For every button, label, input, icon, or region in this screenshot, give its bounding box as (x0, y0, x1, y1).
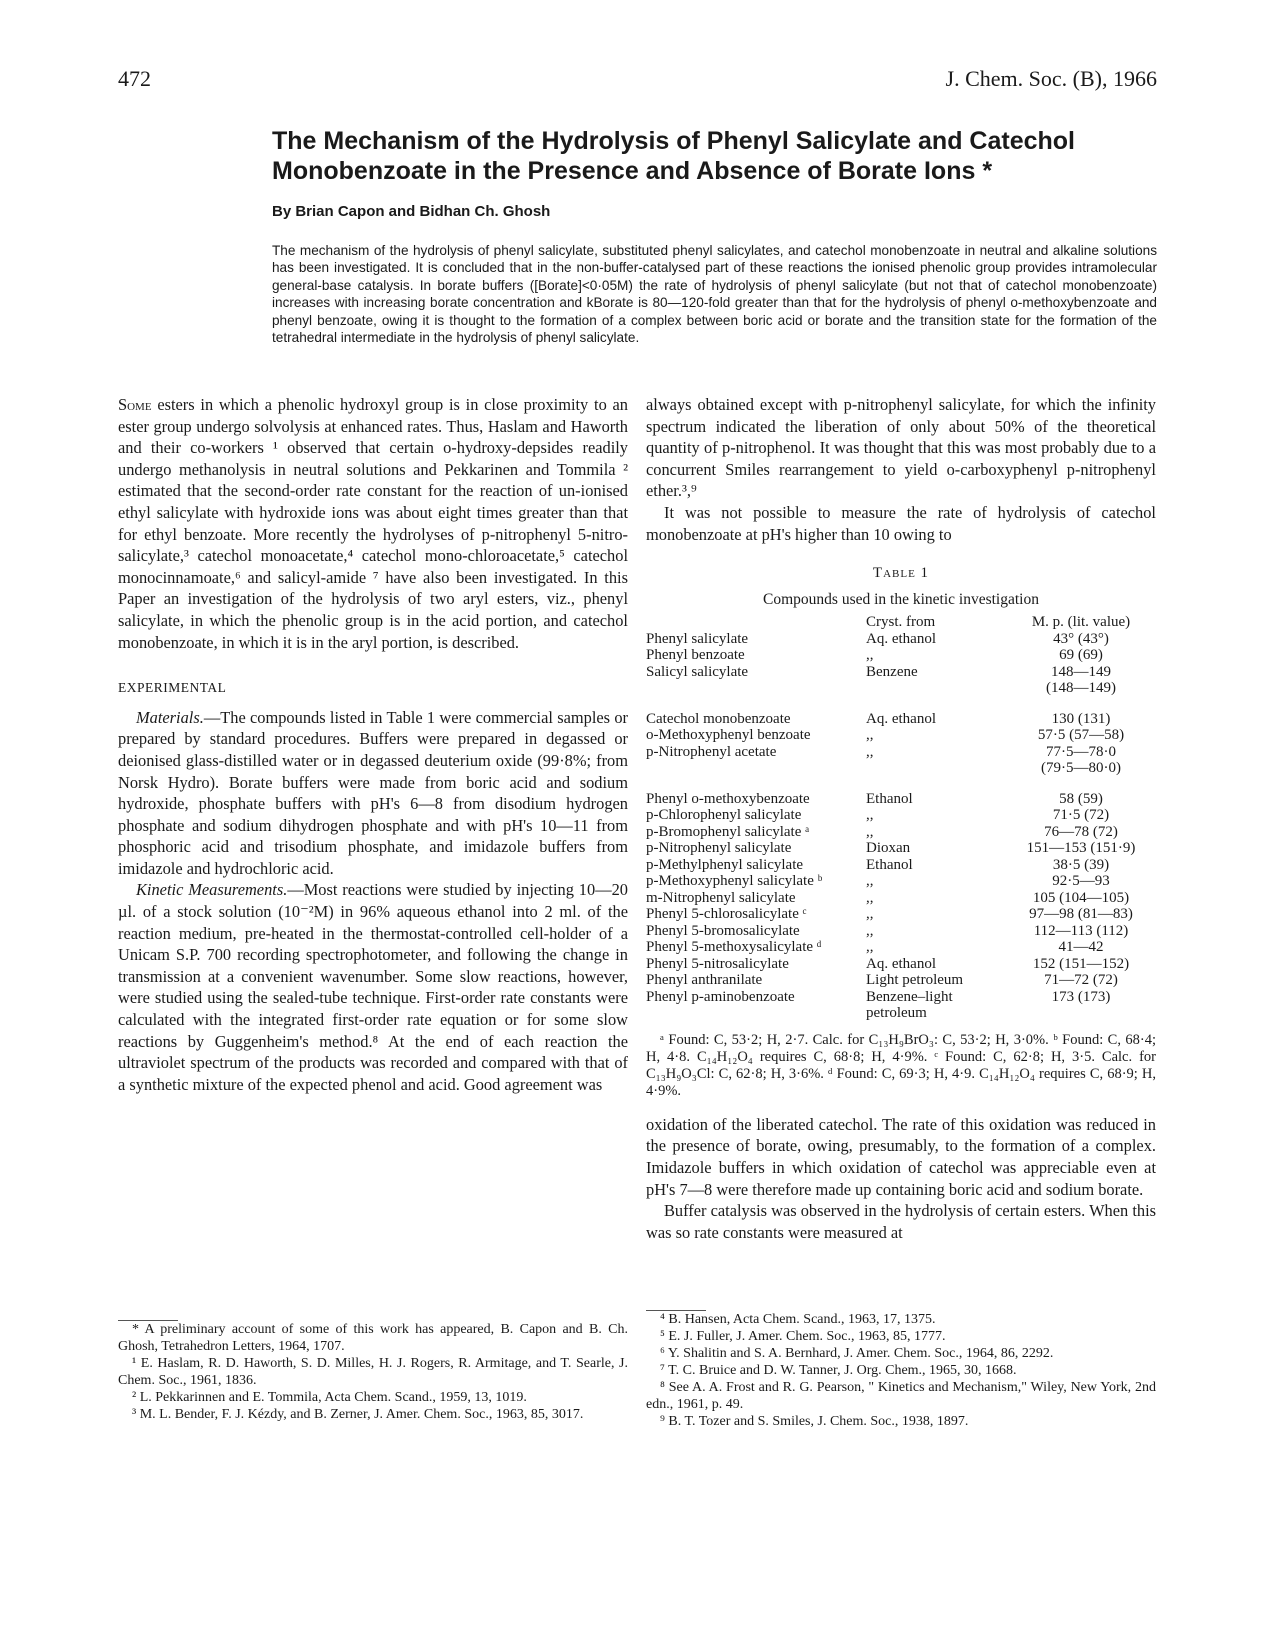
intro-paragraph (118, 394, 628, 653)
materials-text: —The compounds listed in Table 1 were commercial samples or prepared by standard procedures. Buffers were prepared in degassed or deionised glass-distilled water or in degassed deuterium oxide (99·8%; from Norsk Hydro). Borate buffers were made from boric acid and sodium hydroxide, phosphate buffers with pH's 6—8 from disodium hydrogen phosphate and sodium dihydrogen phosphate and with pH's 10—11 from phosphoric acid and trisodium phosphate, and imidazole buffers from imidazole and hydrochloric acid. (118, 707, 628, 878)
article-title: The Mechanism of the Hydrolysis of Phenyl Salicylate and Catechol Monobenzoate in the Presence and Absence of Borate Ions * (272, 127, 1075, 185)
right-paragraph-1: always obtained except with p-nitrophenyl salicylate, for which the infinity spectrum indicated the liberation of only about 50% of the theoretical quantity of p-nitrophenol. It was thought that this was most probably due to a concurrent Smiles rearrangement to yield o-carboxyphenyl p-nitrophenyl ether.³,⁹ (646, 395, 1156, 501)
table-cell-name: Phenyl benzoate (646, 647, 745, 664)
table-row (646, 680, 1156, 697)
table-row (646, 939, 1156, 956)
table-cell-cryst (866, 760, 1006, 777)
table-cell-cryst: ,, (866, 906, 874, 923)
table-row (646, 890, 1156, 907)
table-row (646, 989, 1156, 1006)
table-cell-cryst: ,, (866, 807, 874, 824)
table-row (646, 777, 1156, 808)
table-cell-name: m-Nitrophenyl salicylate (646, 889, 796, 906)
table-caption: Compounds used in the kinetic investigation (763, 590, 1039, 608)
table-cell-cryst: ,, (866, 823, 874, 840)
table-row (646, 1005, 1156, 1022)
table-cell-mp: 69 (69) (1059, 647, 1103, 664)
table-cell-mp: 97—98 (81—83) (1029, 906, 1133, 923)
table-cell-name: p-Methylphenyl salicylate (646, 856, 804, 873)
right-paragraph-2: It was not possible to measure the rate of hydrolysis of catechol monobenzoate at pH's higher than 10 owing to (646, 502, 1156, 544)
table-row (646, 956, 1156, 973)
footnote: ³ M. L. Bender, F. J. Kézdy, and B. Zerner, J. Amer. Chem. Soc., 1963, 85, 3017. (132, 1407, 584, 1422)
table-cell-name: p-Methoxyphenyl salicylate ᵇ (646, 873, 823, 890)
table-cell-mp: 76—78 (72) (1044, 823, 1118, 840)
table-cell-mp: 71·5 (72) (1052, 807, 1110, 824)
table-cell-cryst: ,, (866, 889, 874, 906)
table-cell-mp: 148—149 (1051, 663, 1111, 680)
table-cell-cryst: Aq. ethanol (866, 710, 936, 727)
table-cell-name: Phenyl anthranilate (646, 972, 763, 989)
table-cell-name: Phenyl 5-chlorosalicylate ᶜ (646, 906, 807, 923)
table-row (646, 873, 1156, 890)
table-row (646, 697, 1156, 728)
table-row (646, 647, 1156, 664)
right-column (646, 394, 1156, 1243)
table-cell-mp: 112—113 (112) (1033, 922, 1129, 939)
table-body (646, 631, 1156, 1022)
materials-paragraph (118, 707, 628, 880)
table-cell-mp: 173 (173) (1051, 988, 1111, 1005)
footnote: ⁴ B. Hansen, Acta Chem. Scand., 1963, 17, 1375. (660, 1312, 936, 1327)
footnote: * A preliminary account of some of this work has appeared, B. Capon and B. Ch. Ghosh, Tetrahedron Letters, 1964, 1707. (118, 1322, 628, 1354)
table-cell-mp: 57·5 (57—58) (1037, 727, 1125, 744)
table-cell-name: Phenyl p-aminobenzoate (646, 988, 795, 1005)
table-cell-cryst: Benzene–light (866, 988, 953, 1005)
intro-text: esters in which a phenolic hydroxyl group is in close proximity to an ester group undergo solvolysis at enhanced rates. Thus, Haslam and Haworth and their co-workers ¹ observed that certain o-hydroxy-depsides readily undergo methanolysis in neutral solutions and Pekkarinen and Tommila ² estimated that the second-order rate constant for the reaction of un-ionised ethyl salicylate with hydroxide ions was about eight times greater than that for ethyl benzoate. More recently the hydrolyses of p-nitrophenyl 5-nitro-salicylate,³ catechol monoacetate,⁴ catechol mono-chloroacetate,⁵ catechol monocinnamoate,⁶ and salicyl-amide ⁷ have also been investigated. In this Paper an investigation of the hydrolysis of two aryl esters, viz., phenyl salicylate, in which the phenolic group is in the acid portion, and catechol monobenzoate, in which it is in the aryl portion, is described. (118, 395, 628, 652)
footnote: ⁶ Y. Shalitin and S. A. Bernhard, J. Amer. Chem. Soc., 1964, 86, 2292. (660, 1346, 1054, 1361)
footnote: ⁹ B. T. Tozer and S. Smiles, J. Chem. Soc., 1938, 1897. (660, 1414, 969, 1429)
table-header-row (646, 614, 1156, 631)
table-cell-cryst: Aq. ethanol (866, 630, 936, 647)
intro-smallcaps: Some (118, 395, 152, 414)
left-column (118, 394, 628, 1095)
table-cell-name (646, 760, 866, 777)
table-header-cell (646, 614, 866, 631)
footnote: ⁵ E. J. Fuller, J. Amer. Chem. Soc., 1963, 85, 1777. (660, 1329, 946, 1344)
table-1 (646, 563, 1156, 1100)
table-row (646, 840, 1156, 857)
table-cell-mp: 151—153 (151·9) (1026, 840, 1136, 857)
section-heading-experimental: EXPERIMENTAL (118, 680, 227, 696)
table-cell-mp: 43° (43°) (1053, 630, 1109, 647)
table-cell-name: o-Methoxyphenyl benzoate (646, 727, 811, 744)
table-cell-name: Phenyl 5-bromosalicylate (646, 922, 800, 939)
right-paragraph-4: Buffer catalysis was observed in the hydrolysis of certain esters. When this was so rate constants were measured at (646, 1201, 1156, 1242)
table-cell-mp (1006, 1005, 1156, 1022)
table-cell-cryst (866, 680, 1006, 697)
table-cell-name: Phenyl 5-methoxysalicylate ᵈ (646, 939, 822, 956)
table-row (646, 727, 1156, 744)
table-row (646, 664, 1156, 681)
table-cell-name: Catechol monobenzoate (646, 710, 791, 727)
table-cell-cryst: Aq. ethanol (866, 955, 936, 972)
materials-heading: Materials. (136, 707, 204, 727)
table-row (646, 744, 1156, 761)
table-cell-name: Salicyl salicylate (646, 663, 749, 680)
article-authors: By Brian Capon and Bidhan Ch. Ghosh (272, 203, 551, 220)
table-cell-mp: 41—42 (1058, 939, 1104, 956)
table-cell-cryst: Ethanol (866, 856, 913, 873)
table-cell-cryst: Dioxan (866, 840, 911, 857)
table-cell-name: Phenyl o-methoxybenzoate (646, 790, 810, 807)
page-number: 472 (118, 66, 151, 91)
table-header-cell: Cryst. from (866, 614, 936, 631)
table-notes: ᵃ Found: C, 53·2; H, 2·7. Calc. for C₁₃H₉BrO₃: C, 53·2; H, 3·0%. ᵇ Found: C, 68·4; H, 4·8. C₁₄H₁₂O₄ requires C, 68·8; H, 4·9%. ᶜ Found: C, 62·8; H, 3·5. Calc. for C₁₃H₉O₃Cl: C, 62·8; H, 3·6%. ᵈ Found: C, 69·3; H, 4·9. C₁₄H₁₂O₄ requires C, 68·9; H, 4·9%. (646, 1031, 1156, 1099)
footnote: ¹ E. Haslam, R. D. Haworth, S. D. Milles, H. J. Rogers, R. Armitage, and T. Searle, J. Chem. Soc., 1961, 1836. (118, 1356, 628, 1388)
table-header-cell: M. p. (lit. value) (1031, 614, 1131, 631)
kinetic-text: —Most reactions were studied by injecting 10—20 µl. of a stock solution (10⁻²M) in 96% aqueous ethanol into 2 ml. of the reaction medium, pre-heated in the thermostat-controlled cell-holder of a Unicam S.P. 700 recording spectrophotometer, and following the change in transmission at a convenient wavenumber. Some slow reactions, however, were studied using the sealed-tube technique. First-order rate constants were calculated with the integrated first-order rate equation or for some slow reactions by Guggenheim's method.⁸ At the end of each reaction the ultraviolet spectrum of the products was recorded and compared with that of a synthetic mixture of the expected phenol and acid. Good agreement was (118, 880, 628, 1094)
table-cell-mp: 92·5—93 (1052, 873, 1110, 890)
table-cell-mp: 152 (151—152) (1032, 955, 1130, 972)
journal-citation: J. Chem. Soc. (B), 1966 (945, 66, 1157, 91)
table-cell-cryst: Light petroleum (866, 972, 964, 989)
footnote: ² L. Pekkarinnen and E. Tommila, Acta Chem. Scand., 1959, 13, 1019. (132, 1390, 527, 1405)
page-header (118, 66, 1157, 96)
table-cell-name: Phenyl salicylate (646, 630, 749, 647)
left-footnotes (118, 1320, 628, 1423)
article-abstract: The mechanism of the hydrolysis of phenyl salicylate, substituted phenyl salicylates, and catechol monobenzoate in neutral and alkaline solutions has been investigated. It is concluded that in the non-buffer-catalysed part of these reactions the ionised phenolic group provides intramolecular general-base catalysis. In borate buffers ([Borate]<0·05M) the rate of hydrolysis of phenyl salicylate (but not that of catechol monobenzoate) increases with increasing borate concentration and kBorate is 80—120-fold greater than that for the hydrolysis of phenyl o-methoxybenzoate and phenyl benzoate, owing it is thought to the formation of a complex between boric acid or borate and the transition state for the formation of the tetrahedral intermediate in the hydrolysis of phenyl salicylate. (272, 243, 1157, 346)
table-cell-mp: 130 (131) (1051, 710, 1111, 727)
table-cell-name: p-Nitrophenyl salicylate (646, 840, 792, 857)
table-row (646, 923, 1156, 940)
table-cell-mp: 77·5—78·0 (1046, 743, 1116, 760)
table-cell-mp: 71—72 (72) (1044, 972, 1118, 989)
table-cell-name: p-Nitrophenyl acetate (646, 743, 777, 760)
footnote: ⁸ See A. A. Frost and R. G. Pearson, " Kinetics and Mechanism," Wiley, New York, 2nd edn., 1961, p. 49. (646, 1380, 1156, 1412)
table-cell-cryst: ,, (866, 743, 874, 760)
footnote: ⁷ T. C. Bruice and D. W. Tanner, J. Org. Chem., 1965, 30, 1668. (660, 1363, 1017, 1378)
table-row (646, 807, 1156, 824)
table-row (646, 857, 1156, 874)
table-cell-cryst: Ethanol (866, 790, 913, 807)
right-paragraph-3: oxidation of the liberated catechol. The rate of this oxidation was reduced in the presence of borate, owing, presumably, to the formation of a complex. Imidazole buffers in which oxidation of catechol was appreciable even at pH's 7—8 were therefore made up containing boric acid and sodium borate. (646, 1114, 1156, 1199)
table-row (646, 906, 1156, 923)
table-cell-name (646, 1005, 866, 1022)
table-cell-cryst: ,, (866, 922, 874, 939)
table-cell-cryst: Benzene (866, 663, 918, 680)
table-cell-cryst: ,, (866, 873, 874, 890)
table-cell-name (646, 680, 866, 697)
table-cell-name: Phenyl 5-nitrosalicylate (646, 955, 789, 972)
table-label: Table 1 (872, 565, 930, 582)
right-footnotes (646, 1310, 1156, 1430)
table-cell-mp: 105 (104—105) (1032, 889, 1130, 906)
table-cell-cryst: ,, (866, 727, 874, 744)
table-cell-cryst: ,, (866, 939, 874, 956)
compounds-table (646, 614, 1156, 1022)
table-row (646, 972, 1156, 989)
table-cell-cryst: ,, (866, 647, 874, 664)
table-cell-name: p-Bromophenyl salicylate ᵃ (646, 823, 810, 840)
table-cell-mp: 38·5 (39) (1052, 856, 1110, 873)
kinetic-heading: Kinetic Measurements. (136, 880, 288, 900)
table-row (646, 631, 1156, 648)
table-row (646, 760, 1156, 777)
table-cell-cryst: petroleum (866, 1005, 927, 1022)
table-cell-mp: 58 (59) (1059, 790, 1103, 807)
table-cell-name: p-Chlorophenyl salicylate (646, 807, 802, 824)
table-row (646, 824, 1156, 841)
table-cell-mp: (79·5—80·0) (1041, 760, 1121, 777)
table-cell-mp: (148—149) (1046, 680, 1116, 697)
kinetic-paragraph (118, 879, 628, 1095)
